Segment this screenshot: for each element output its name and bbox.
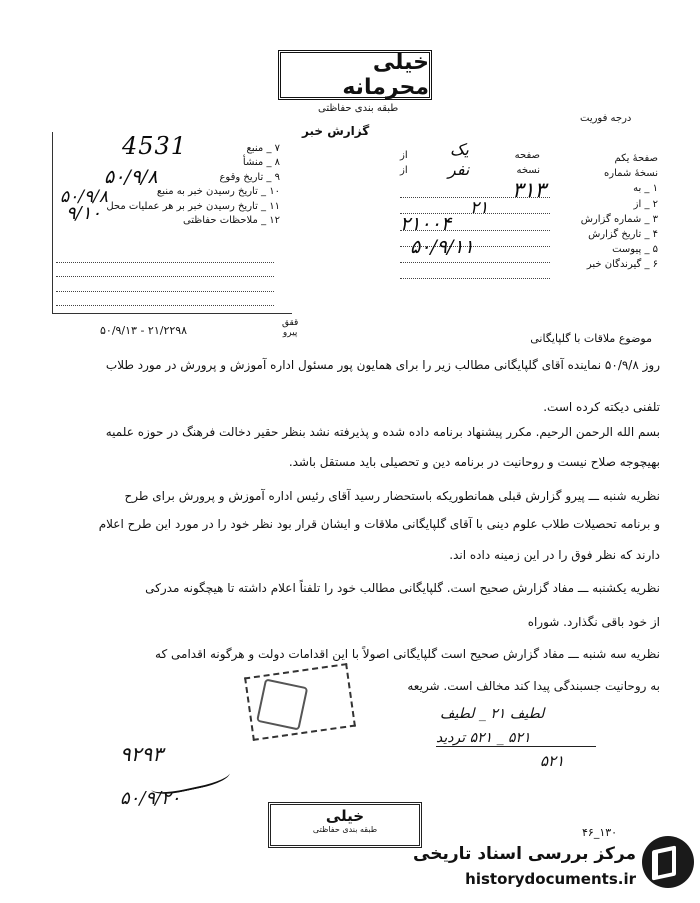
- field-report-date: ۴ _ تاریخ گزارش: [588, 228, 658, 240]
- page-code: ۴۶_۱۳۰: [582, 826, 618, 839]
- page-of: از: [400, 150, 408, 161]
- priority-label: درجه فوریت: [580, 113, 632, 124]
- field-received-local: ۱۱ _ تاریخ رسیدن خبر بر هر عملیات محل: [106, 200, 280, 212]
- copy-suffix: نسخه: [516, 165, 540, 177]
- body-line-5: نظریه شنبه ـــ پیرو گزارش قبلی همانطوریکه باستحضار رسید آقای رئیس اداره آموزش و پرورش برای طرح: [124, 489, 660, 503]
- watermark-name: مرکز بررسی اسناد تاریخی: [413, 844, 636, 864]
- report-title: گزارش خبر: [302, 124, 370, 138]
- handwritten-local-date: ۹/۱۰: [66, 203, 102, 224]
- body-line-8: نظریه یکشنبه ـــ مفاد گزارش صحیح است. گلپایگانی مطالب خود را تلفناً اعلام داشته تا هیچگونه مدرکی: [145, 581, 660, 595]
- handwritten-source-code: 4531: [122, 132, 188, 160]
- watermark-url: historydocuments.ir: [465, 870, 636, 888]
- archive-logo-icon: [642, 836, 694, 888]
- classification-label: طبقه بندی حفاظتی: [318, 103, 399, 114]
- body-line-4: بهیچوجه صلاح نیست و روحانیت در برنامه دین و تحصیلی باید مستقل باشد.: [288, 455, 660, 469]
- signature-line-3: ۵۲۱: [540, 752, 565, 770]
- left-frame-border: [52, 132, 53, 314]
- bottom-classification-stamp: خیلی طبقه بندی حفاظتی: [268, 802, 422, 848]
- body-line-6: و برنامه تحصیلات طلاب علوم دینی با آقای گلپایگانی ملاقات و ایشان قرار بود نظر خود را در مورد این طرح اعلام: [98, 517, 660, 531]
- field-origin: ۸ _ منشأ: [242, 157, 280, 169]
- field-received-source: ۱۰ _ تاریخ رسیدن خبر به منبع: [156, 186, 280, 198]
- stamp-number-line: ۵۰/۹/۱۳ - ۲۱/۲۲۹۸: [100, 324, 188, 337]
- classification-title-box: خیلی محرمانه: [278, 50, 432, 100]
- handwritten-archive-number: ۹۲۹۳: [120, 742, 163, 766]
- handwritten-report-date: ۵۰/۹/۱۱: [410, 236, 474, 258]
- field-copy-number: نسخهٔ شماره: [604, 168, 658, 180]
- faded-stamp: [244, 663, 356, 741]
- field-from: ۲ _ از: [633, 198, 658, 210]
- field-recipients: ۶ _ گیرندگان خبر: [586, 259, 658, 271]
- field-attachment: ۵ _ پیوست: [612, 244, 658, 256]
- watermark: [400, 830, 700, 903]
- body-line-9: از خود باقی نگذارد. شوراه: [527, 615, 660, 629]
- stamp-label: ققق پیرو: [282, 318, 299, 338]
- signature-line-1: لطیف ۲۱ _ لطیف: [440, 706, 545, 722]
- signature-line-2: ۵۲۱ _ ۵۲۱ تردید: [436, 730, 531, 746]
- handwritten-event-date: ۵۰/۹/۸: [104, 166, 158, 188]
- field-to: ۱ _ به: [633, 183, 658, 195]
- page-suffix: صفحه: [514, 150, 540, 161]
- handwritten-page: یک: [450, 140, 469, 159]
- body-line-3: بسم الله الرحمن الرحیم. مکرر پیشنهاد برنامه داده شده و پذیرفته نشد بنظر حقیر دخالت فرهنگ در حوزه علمیه: [105, 425, 660, 439]
- subject-line: موضوع ملاقات با گلپایگانی: [530, 332, 652, 345]
- field-event-date: ۹ _ تاریخ وقوع: [219, 171, 280, 183]
- handwritten-copy: نفر: [448, 160, 470, 179]
- body-line-7: دارند که نظر فوق را در این زمینه داده اند.: [449, 548, 660, 562]
- right-page-copy-lines: [400, 148, 540, 178]
- signature-underline: [436, 746, 596, 747]
- handwritten-to: ۳۱۳: [512, 178, 546, 202]
- handwritten-report-number: ۲۱۰۰۴: [400, 213, 452, 235]
- field-page: صفحهٔ یکم: [614, 153, 658, 164]
- body-line-2: تلفنی دیکته کرده است.: [543, 400, 660, 414]
- body-line-11: به روحانیت جسبندگی پیدا کند مخالف است. شریعه: [407, 679, 660, 693]
- left-dotted-lines: [56, 248, 274, 306]
- copy-of: از: [400, 165, 408, 177]
- field-security-notes: ۱۲ _ ملاحظات حفاظتی: [182, 214, 280, 226]
- handwritten-received-date: ۵۰/۹/۸: [60, 187, 108, 207]
- field-source: ۷ _ منبع: [246, 143, 280, 154]
- body-line-1: روز ۵۰/۹/۸ نماینده آقای گلپایگانی مطالب زیر را برای همایون پور مسئول اداره آموزش و پرورش در مورد طلاب: [105, 358, 660, 372]
- left-frame-bottom: [52, 313, 292, 314]
- handwritten-bottom-date: ۵۰/۹/۲۰: [120, 788, 181, 809]
- handwritten-from: ۲۱: [470, 198, 489, 218]
- field-report-number: ۳ _ شماره گزارش: [580, 213, 658, 225]
- body-line-10: نظریه سه شنبه ـــ مفاد گزارش صحیح است گلپایگانی اصولاً با این اقدامات دولت و هرگونه اقدامی که: [155, 647, 660, 661]
- right-field-list: [540, 151, 658, 273]
